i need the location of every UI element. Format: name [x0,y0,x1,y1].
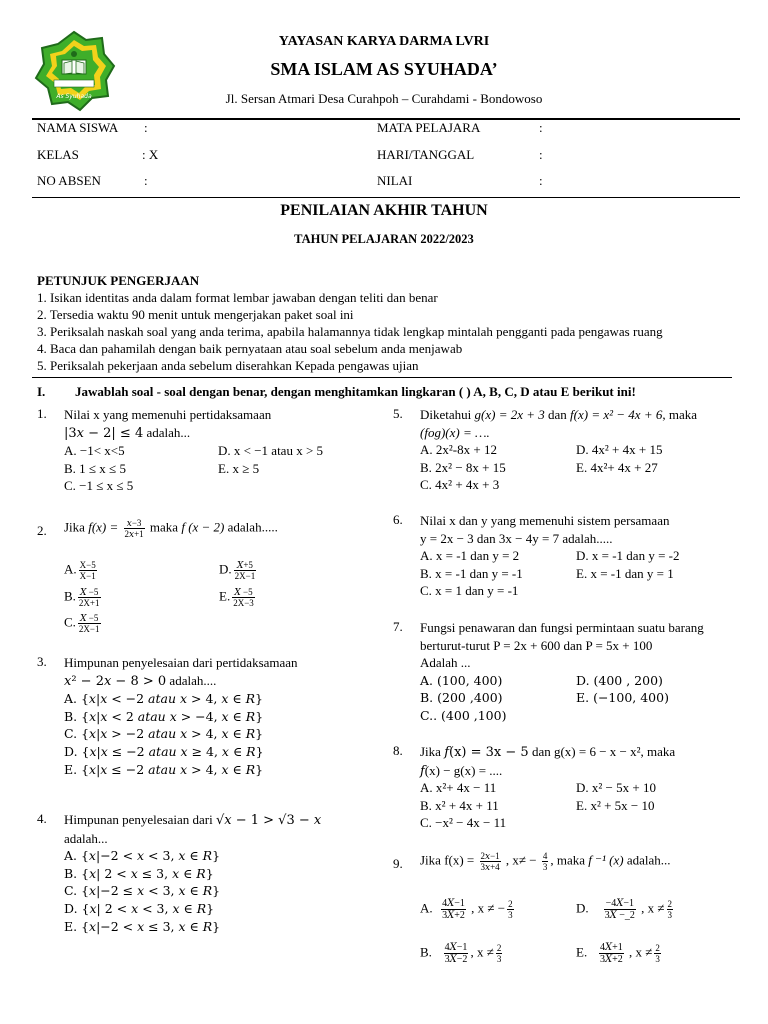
question-5 [420,406,740,494]
question-number: 7. [393,619,403,634]
option-b[interactable]: B. x² + 4x + 11 [420,797,499,813]
fraction: $\frac{2}{3}$ [496,943,502,964]
question-text: Adalah ... [420,655,471,671]
fraction: $\frac{\text{𝑋+5}}{2X-1}$ [234,560,256,581]
question-number: 2. [37,523,47,538]
instruction-item: 5. Periksalah pekerjaan anda sebelum diserahkan Kepada pengawas ujian [37,358,419,373]
fraction: $\frac{X-5}{X-1}$ [79,560,96,581]
fraction: $\frac{\text{4𝑋−1}}{\text{3𝑋+2}}$ [442,898,465,921]
question-text: Nilai x dan y yang memenuhi sistem persamaan [420,513,670,528]
fraction: $\frac{\text{2𝑥−1}}{\text{3𝑥+4}}$ [480,851,500,872]
option-e[interactable]: E. {𝑥|−2 < 𝑥 ≤ 3, 𝑥 ∈ 𝑅} [64,918,221,934]
option-b[interactable]: B. {𝑥|𝑥 < 2 𝑎𝑡𝑎𝑢 𝑥 > −4, 𝑥 ∈ 𝑅} [64,708,264,724]
question-number: 5. [393,406,403,421]
question-text: (fog)(x) = …. [420,424,490,440]
option-row [420,779,740,797]
question-7 [420,619,740,725]
foundation-name: YAYASAN KARYA DARMA LVRI [278,34,490,49]
option-d[interactable]: D. (400 , 200) [576,672,663,688]
instruction-item: 1. Isikan identitas anda dalam format lembar jawaban dengan teliti dan benar [37,290,438,305]
label-kelas: KELAS [37,147,79,162]
instructions-heading: PETUNJUK PENGERJAAN [37,273,200,288]
option-c[interactable]: C. −1 ≤ x ≤ 5 [64,478,134,494]
fraction: $\frac{\text{−4𝑋−1}}{\text{3𝑋 −\_2}}$ [604,898,635,921]
school-year: TAHUN PELAJARAN 2022/2023 [294,232,474,246]
question-text: Fungsi penawaran dan fungsi permintaan suatu barang [420,620,704,635]
fraction: $\frac{\text{𝑋 −5}}{2X-3}$ [233,587,254,608]
option-e[interactable]: E. x² + 5x − 10 [576,797,655,813]
option-row [420,672,740,690]
option-e[interactable]: E. x ≥ 5 [218,460,260,476]
question-text: 𝑓(x) − g(x) = .... [420,762,503,778]
label-mata-pelajaran: MATA PELAJARA [377,120,481,135]
fraction: $\frac{\text{𝑋 −5}}{2X-1}$ [78,613,100,634]
label-nilai: NILAI [377,173,413,188]
option-row [64,442,364,460]
option-a[interactable]: A. $\frac{\text{4𝑋−1}}{\text{3𝑋+2}}$ , x ≠ − $\frac{2}{3}$ [420,898,513,921]
option-d[interactable]: D. x = -1 dan y = -2 [576,548,680,564]
kelas-value: : X [142,147,159,162]
option-b[interactable]: B. 1 ≤ x ≤ 5 [64,460,126,476]
option-a[interactable]: A. x²+ 4x − 11 [420,780,497,796]
option-row [420,565,740,583]
question-1 [64,406,364,495]
option-a[interactable]: A. −1< x<5 [64,443,125,459]
option-row [64,460,364,478]
question-text: Diketahui g(x) = 2x + 3 dan f(x) = x² − 4x + 6, maka [420,407,697,422]
label-nama-siswa: NAMA SISWA [37,120,119,135]
option-d[interactable]: D. {𝑥|𝑥 ≤ −2 𝑎𝑡𝑎𝑢 𝑥 ≥ 4, 𝑥 ∈ 𝑅} [64,743,264,759]
question-number: 4. [37,811,47,826]
instruction-item: 2. Tersedia waktu 90 menit untuk mengerjakan paket soal ini [37,307,354,322]
question-text: |3𝑥 − 2| ≤ 4 adalah... [64,424,191,441]
colon: : [144,120,148,135]
question-text: Nilai x yang memenuhi pertidaksamaan [64,407,272,422]
fraction: $\frac{\text{4𝑋+1}}{\text{3𝑋+2}}$ [599,942,623,965]
question-text: Himpunan penyelesaian dari pertidaksamaan [64,655,298,670]
fraction: $\frac{2}{3}$ [508,899,513,920]
section-number: I. [37,384,46,399]
question-4 [64,811,364,935]
section-instruction: Jawablah soal - soal dengan benar, dengan menghitamkan lingkaran ( ) A, B, C, D atau E berikut ini! [75,384,636,399]
question-6 [420,512,740,600]
option-row [420,459,740,477]
school-name: SMA ISLAM AS SYUHADA’ [270,59,498,79]
instruction-item: 3. Periksalah naskah soal yang anda terima, apabila halamannya tidak lengkap mintalah pengganti pada pengawas ruang [37,324,663,339]
question-text: Jika 𝑓(x) = 3x − 5 dan g(x) = 6 − x − x², maka [420,744,676,760]
svg-text:As Syuhada: As Syuhada [56,93,92,100]
option-c[interactable]: C. $\frac{\text{𝑋 −5}}{2X-1}$ [64,613,100,634]
identity-divider [32,197,740,198]
label-hari-tanggal: HARI/TANGGAL [377,147,475,162]
question-text: berturut-turut P = 2x + 600 dan P = 5x + 100 [420,637,653,653]
option-row [420,441,740,459]
option-d[interactable]: D. x² − 5x + 10 [576,780,656,796]
option-c[interactable]: C. {𝑥|−2 ≤ 𝑥 < 3, 𝑥 ∈ 𝑅} [64,883,221,899]
option-b[interactable]: B. $\frac{\text{4𝑋−1}}{\text{3𝑋−2}}$ , x ≠ $\frac{2}{3}$ [420,942,502,965]
fraction: $\frac{\text{𝑋 −5}}{2X+1}$ [78,587,100,608]
section-divider [32,377,732,378]
option-c[interactable]: C. {𝑥|𝑥 > −2 𝑎𝑡𝑎𝑢 𝑥 > 4, 𝑥 ∈ 𝑅} [64,726,264,742]
exam-title: PENILAIAN AKHIR TAHUN [280,202,488,219]
option-b[interactable]: B. (200 ,400) [420,690,503,706]
option-d[interactable]: D. x < −1 atau x > 5 [218,443,324,459]
option-b[interactable]: B. 2x² − 8x + 15 [420,459,506,475]
instruction-item: 4. Baca dan pahamilah dengan baik pernyataan atau soal sebelum anda menjawab [37,341,463,356]
option-a[interactable]: A. {𝑥|−2 < 𝑥 < 3, 𝑥 ∈ 𝑅} [64,848,221,864]
option-e[interactable]: E. $\frac{\text{4𝑋+1}}{\text{3𝑋+2}}$ , x ≠ $\frac{2}{3}$ [576,942,660,965]
option-row [420,689,740,707]
option-d[interactable]: D. $\frac{\text{𝑋+5}}{2X-1}$ [219,560,256,581]
option-row [420,797,740,815]
fraction: $\frac{\text{4𝑋−1}}{\text{3𝑋−2}}$ [444,942,468,965]
question-2-stem: Jika f(x) = $\frac{\text{𝑥−3}}{\text{2𝑥+1}}$ maka f (x − 2) adalah..... [64,518,278,539]
colon: : [539,147,543,162]
option-c[interactable]: C. 4x² + 4x + 3 [420,477,500,493]
option-b[interactable]: B. {𝑥| 2 < 𝑥 ≤ 3, 𝑥 ∈ 𝑅} [64,865,214,881]
question-text: adalah... [64,830,108,846]
option-a[interactable]: A. (100, 400) [420,672,503,688]
question-3 [64,654,364,778]
option-a[interactable]: A. $\frac{X-5}{X-1}$ [64,560,96,581]
question-number: 8. [393,743,403,758]
option-e[interactable]: E. 4x²+ 4x + 27 [576,459,658,475]
option-b[interactable]: B. x = -1 dan y = -1 [420,565,523,581]
option-a[interactable]: A. {𝑥|𝑥 < −2 𝑎𝑡𝑎𝑢 𝑥 > 4, 𝑥 ∈ 𝑅} [64,691,263,707]
option-c[interactable]: C.. (400 ,100) [420,707,507,723]
colon: : [539,120,543,135]
colon: : [144,173,148,188]
option-d[interactable]: D. $\frac{\text{−4𝑋−1}}{\text{3𝑋 −\_2}}$ , x ≠ $\frac{2}{3}$ [576,898,673,921]
question-number: 9. [393,856,403,871]
fraction: $\frac{2}{3}$ [655,943,660,964]
question-text: y = 2x − 3 dan 3x − 4y = 7 adalah..... [420,530,613,546]
option-b[interactable]: B. $\frac{\text{𝑋 −5}}{2X+1}$ [64,587,100,608]
fraction: $\frac{4}{3}$ [542,851,548,872]
school-address: Jl. Sersan Atmari Desa Curahpoh – Curahdami - Bondowoso [225,91,543,106]
option-c[interactable]: C. x = 1 dan y = -1 [420,583,519,599]
question-number: 6. [393,512,403,527]
label-no-absen: NO ABSEN [37,173,101,188]
colon: : [539,173,543,188]
option-c[interactable]: C. −x² − 4x − 11 [420,815,507,831]
question-text: Himpunan penyelesaian dari √𝑥 − 1 > √3 − 𝑥 [64,812,322,828]
option-e[interactable]: E. x = -1 dan y = 1 [576,565,674,581]
option-e[interactable]: E. $\frac{\text{𝑋 −5}}{2X-3}$ [219,587,254,608]
option-d[interactable]: D. {𝑥| 2 < 𝑥 < 3, 𝑥 ∈ 𝑅} [64,900,215,916]
option-d[interactable]: D. 4x² + 4x + 15 [576,442,663,458]
option-a[interactable]: A. x = -1 dan y = 2 [420,548,520,564]
question-number: 1. [37,406,47,421]
option-e[interactable]: E. {𝑥|𝑥 ≤ −2 𝑎𝑡𝑎𝑢 𝑥 > 4, 𝑥 ∈ 𝑅} [64,761,264,777]
question-9-stem: Jika f(x) = $\frac{\text{2𝑥−1}}{\text{3𝑥+4}}$ , x≠ − $\frac{4}{3}$ , maka f ⁻¹ (x) adalah... [420,851,671,872]
question-number: 3. [37,654,47,669]
fraction: $\frac{2}{3}$ [667,899,673,920]
option-row [420,547,740,565]
option-a[interactable]: A. 2x²-8x + 12 [420,442,497,458]
question-text: 𝑥² − 2𝑥 − 8 > 0 adalah.... [64,672,217,689]
fraction: $\frac{\text{𝑥−3}}{\text{2𝑥+1}}$ [124,518,144,539]
option-e[interactable]: E. (−100, 400) [576,690,669,706]
question-8 [420,743,740,832]
